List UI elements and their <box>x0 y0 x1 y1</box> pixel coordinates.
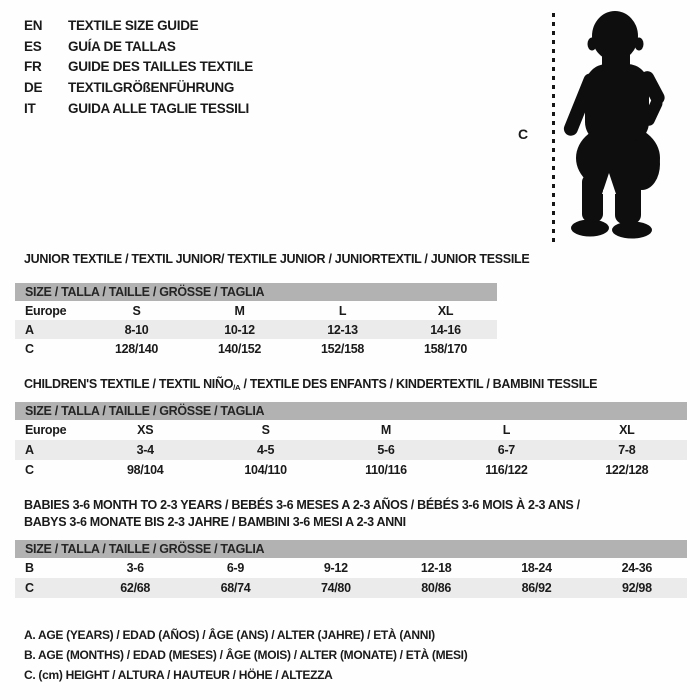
age-cell: 12-13 <box>327 322 358 337</box>
row-label: C <box>25 581 34 595</box>
row-label: C <box>25 463 34 477</box>
babies-section-title-line1: BABIES 3-6 MONTH TO 2-3 YEARS / BEBÉS 3-6 MESES A 2-3 AÑOS / BÉBÉS 3-6 MOIS À 2-3 ANS / <box>24 498 580 512</box>
age-cell: 4-5 <box>257 443 275 457</box>
table-row-age-months <box>15 558 687 578</box>
toddler-silhouette-icon <box>560 6 696 244</box>
size-cell: XS <box>137 423 154 437</box>
babies-size-table <box>15 540 687 598</box>
height-cell: 80/86 <box>421 581 452 595</box>
language-row-de <box>24 77 253 98</box>
size-cell: L <box>338 303 347 318</box>
height-cell: 116/122 <box>485 463 528 477</box>
children-title-rest: / TEXTILE DES ENFANTS / KINDERTEXTIL / BAMBINI TESSILE <box>240 377 598 391</box>
height-cell: 140/152 <box>217 341 262 356</box>
row-label: A <box>25 322 34 337</box>
age-cell: 14-16 <box>430 322 461 337</box>
age-cell: 7-8 <box>618 443 636 457</box>
note-age-months: B. AGE (MONTHS) / EDAD (MESES) / ÂGE (MOIS) / ALTER (MONATE) / ETÀ (MESI) <box>24 648 468 662</box>
height-dashed-line <box>552 13 555 242</box>
table-row-age-years <box>15 320 497 339</box>
note-age-years: A. AGE (YEARS) / EDAD (AÑOS) / ÂGE (ANS) / ALTER (JAHRE) / ETÀ (ANNI) <box>24 628 435 642</box>
age-cell: 6-9 <box>226 561 245 575</box>
table-row-age-years <box>15 440 687 460</box>
table-row-europe <box>15 301 497 320</box>
language-title-list <box>24 15 253 119</box>
height-cell: 104/110 <box>244 463 287 477</box>
silhouette-ear-left <box>588 38 597 51</box>
row-label: C <box>25 341 34 356</box>
language-row-it <box>24 98 253 119</box>
junior-size-header-bar: SIZE / TALLA / TAILLE / GRÖSSE / TAGLIA <box>15 283 497 301</box>
language-title: TEXTILGRÖßENFÜHRUNG <box>68 80 235 96</box>
age-cell: 6-7 <box>497 443 515 457</box>
language-code: DE <box>24 80 43 96</box>
language-title: TEXTILE SIZE GUIDE <box>68 17 199 33</box>
age-cell: 3-6 <box>126 561 144 575</box>
silhouette-foot-left <box>571 220 609 237</box>
language-code: ES <box>24 38 42 54</box>
language-row-en <box>24 15 253 36</box>
language-title: GUIDA ALLE TAGLIE TESSILI <box>68 101 249 117</box>
babies-size-header-bar: SIZE / TALLA / TAILLE / GRÖSSE / TAGLIA <box>15 540 687 558</box>
babies-section-title-line2: BABYS 3-6 MONATE BIS 2-3 JAHRE / BAMBINI 3-6 MESI A 2-3 ANNI <box>24 515 406 529</box>
size-cell: XL <box>437 303 454 318</box>
height-cell: 122/128 <box>605 463 649 477</box>
silhouette-leg-left <box>582 174 603 222</box>
size-cell: XL <box>619 423 635 437</box>
age-cell: 9-12 <box>323 561 348 575</box>
height-measure-label: C <box>518 126 529 142</box>
height-cell: 110/116 <box>365 463 407 477</box>
language-code: EN <box>24 17 43 33</box>
children-size-table <box>15 402 687 480</box>
age-cell: 18-24 <box>521 561 552 575</box>
height-cell: 92/98 <box>621 581 652 595</box>
height-cell: 74/80 <box>320 581 351 595</box>
size-cell: S <box>132 303 141 318</box>
age-cell: 24-36 <box>621 561 653 575</box>
age-cell: 3-4 <box>136 443 154 457</box>
children-section-title <box>24 377 597 391</box>
silhouette-foot-right <box>612 222 652 239</box>
note-height-cm: C. (cm) HEIGHT / ALTURA / HAUTEUR / HÖHE / ALTEZZA <box>24 668 333 682</box>
silhouette-leg-right <box>615 176 641 224</box>
size-cell: L <box>502 423 511 437</box>
size-cell: S <box>261 423 270 437</box>
age-cell: 10-12 <box>224 322 255 337</box>
language-code: IT <box>24 101 36 117</box>
height-cell: 128/140 <box>114 341 159 356</box>
table-row-height-cm <box>15 339 497 358</box>
row-label: A <box>25 443 34 457</box>
size-cell: M <box>380 423 392 437</box>
children-title-subscript: /A <box>233 383 241 393</box>
size-cell: M <box>234 303 245 318</box>
height-cell: 62/68 <box>120 581 151 595</box>
language-title: GUÍA DE TALLAS <box>68 38 176 54</box>
height-cell: 98/104 <box>126 463 164 477</box>
table-row-height-cm <box>15 460 687 480</box>
language-row-fr <box>24 57 253 78</box>
silhouette-ear-right <box>635 38 644 51</box>
children-title-main: CHILDREN'S TEXTILE / TEXTIL NIÑO <box>24 377 234 391</box>
junior-section-title: JUNIOR TEXTILE / TEXTIL JUNIOR/ TEXTILE JUNIOR / JUNIORTEXTIL / JUNIOR TESSILE <box>24 252 530 266</box>
height-cell: 152/158 <box>320 341 365 356</box>
age-cell: 5-6 <box>377 443 395 457</box>
junior-size-table <box>15 283 497 358</box>
language-title: GUIDE DES TAILLES TEXTILE <box>68 59 254 75</box>
language-row-es <box>24 36 253 57</box>
row-label: B <box>25 561 34 575</box>
age-cell: 12-18 <box>420 561 452 575</box>
language-code: FR <box>24 59 42 75</box>
children-size-header-bar: SIZE / TALLA / TAILLE / GRÖSSE / TAGLIA <box>15 402 687 420</box>
legend-notes <box>24 625 467 685</box>
height-cell: 86/92 <box>521 581 552 595</box>
row-label: Europe <box>25 303 67 318</box>
row-label: Europe <box>25 423 67 437</box>
table-row-height-cm <box>15 578 687 598</box>
height-cell: 68/74 <box>220 581 251 595</box>
height-cell: 158/170 <box>423 341 468 356</box>
table-row-europe <box>15 420 687 440</box>
age-cell: 8-10 <box>124 322 149 337</box>
